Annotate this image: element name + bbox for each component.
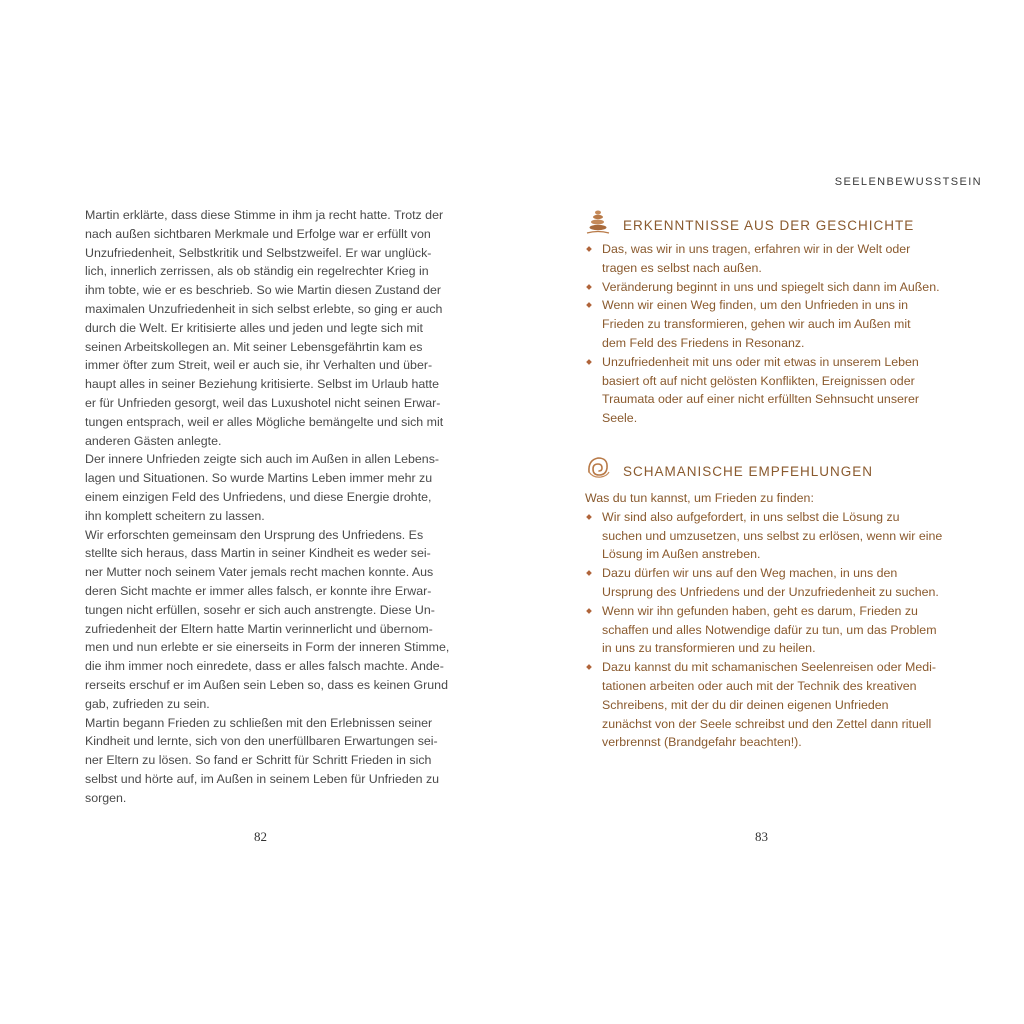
paragraph (85, 206, 444, 450)
recommendations-list (585, 508, 945, 752)
section-title: SCHAMANISCHE EMPFEHLUNGEN (623, 464, 874, 479)
text-line: Unzufriedenheit, Selbstkritik und Selbstzweifel. Er war unglück- (85, 245, 432, 260)
text-line: in uns zu transformieren und zu heilen. (602, 641, 816, 656)
section-header (585, 454, 945, 486)
page-number: 83 (755, 829, 768, 844)
paragraph (85, 450, 439, 525)
text-line: verbrennst (Brandgefahr beachten!). (602, 735, 802, 750)
text-line: lich, innerlich zerrissen, als ob ständig ein regelrechter Krieg in (85, 264, 429, 279)
text-line: men und nun erlebte er sie einerseits in Form der inneren Stimme, (85, 640, 450, 655)
running-head: SEELENBEWUSSTSEIN (834, 176, 982, 188)
text-line: rerseits erschuf er im Außen sein Leben so, dass es keinen Grund (85, 677, 448, 692)
section-title: ERKENNTNISSE AUS DER GESCHICHTE (623, 218, 915, 233)
text-line: Der innere Unfrieden zeigte sich auch im Außen in allen Lebens- (85, 452, 440, 467)
list-item (585, 602, 945, 658)
text-line: zufriedenheit der Eltern hatte Martin verinnerlicht und übernom- (85, 621, 433, 636)
text-line: maximalen Unzufriedenheit in sich selbst erlebte, so ging er auch (85, 301, 443, 316)
text-line: ihm tobte, wie er es beschrieb. So wie Martin diesen Zustand der (85, 283, 442, 298)
text-line: Dazu dürfen wir uns auf den Weg machen, in uns den (602, 566, 898, 581)
recommendations-section (585, 454, 945, 752)
text-line: Wenn wir ihn gefunden haben, geht es darum, Frieden zu (602, 603, 918, 618)
text-line: tungen nicht erfüllen, sosehr er sich auch anstrengte. Diese Un- (85, 602, 435, 617)
text-line: einem einzigen Feld des Unfriedens, und diese Energie drohte, (85, 489, 432, 504)
text-line: nach außen sichtbaren Merkmale und Erfolge war er erfüllt von (85, 226, 431, 241)
diamond-bullet-icon (586, 570, 592, 576)
diamond-bullet-icon (586, 664, 592, 670)
right-page (512, 0, 1024, 1024)
text-line: Traumata oder auf einer nicht erfüllten Sehnsucht unserer (602, 392, 920, 407)
text-line: sorgen. (85, 790, 127, 805)
paragraph (85, 526, 450, 714)
section-intro: Was du tun kannst, um Frieden zu finden: (585, 491, 814, 505)
insights-list (585, 240, 945, 428)
text-line: Kindheit und lernte, sich von den unerfüllbaren Erwartungen sei- (85, 734, 438, 749)
text-line: ihn komplett scheitern zu lassen. (85, 508, 265, 523)
text-line: Veränderung beginnt in uns und spiegelt sich dann im Außen. (602, 279, 940, 294)
section-header (585, 208, 945, 240)
diamond-bullet-icon (586, 608, 592, 614)
diamond-bullet-icon (586, 514, 592, 520)
text-line: Lösung im Außen anstreben. (602, 547, 761, 562)
text-line: Dazu kannst du mit schamanischen Seelenreisen oder Medi- (602, 660, 937, 675)
text-line: die ihm immer noch einredete, dass er alles falsch machte. Ande- (85, 659, 444, 674)
text-line: immer öfter zum Streit, weil er auch sie, ihr Verhalten und über- (85, 358, 433, 373)
text-line: Seele. (602, 411, 638, 426)
text-line: selbst und hörte auf, im Außen in seinem Leben für Unfrieden zu (85, 771, 440, 786)
diamond-bullet-icon (586, 303, 592, 309)
text-line: zunächst von der Seele schreibst und den Zettel dann rituell (602, 716, 932, 731)
text-line: haupt alles in seiner Beziehung kritisierte. Selbst im Urlaub hatte (85, 377, 440, 392)
stacked-stones-icon (585, 208, 611, 236)
list-item (585, 508, 945, 564)
text-line: gab, zufrieden zu sein. (85, 696, 210, 711)
text-line: Martin begann Frieden zu schließen mit den Erlebnissen seiner (85, 715, 433, 730)
diamond-bullet-icon (586, 359, 592, 365)
list-item (585, 296, 945, 352)
text-line: ner Mutter noch seinem Vater jemals recht machen konnte. Aus (85, 565, 434, 580)
text-line: er für Unfrieden gesorgt, weil das Luxushotel nicht seinen Erwar- (85, 395, 441, 410)
text-line: durch die Welt. Er kritisierte alles und jeden und legte sich mit (85, 320, 423, 335)
text-line: Unzufriedenheit mit uns oder mit etwas in unserem Leben (602, 354, 919, 369)
text-line: basiert oft auf nicht gelösten Konflikten, Ereignissen oder (602, 373, 915, 388)
story-text (85, 206, 450, 808)
spiral-shell-icon (585, 454, 611, 482)
text-line: Wenn wir einen Weg finden, um den Unfrieden in uns in (602, 298, 909, 313)
text-line: Das, was wir in uns tragen, erfahren wir in der Welt oder (602, 242, 911, 256)
text-line: Frieden zu transformieren, gehen wir auch im Außen mit (602, 317, 911, 332)
text-line: tationen arbeiten oder auch mit der Technik des kreativen (602, 678, 917, 693)
text-line: tungen entsprach, weil er alles Mögliche bemängelte und sich mit (85, 414, 444, 429)
text-line: suchen und umzusetzen, uns selbst zu erlösen, wenn wir eine (602, 528, 943, 543)
list-item (585, 278, 945, 297)
text-line: lagen und Situationen. So wurde Martins Leben immer mehr zu (85, 471, 433, 486)
text-line: deren Sicht machte er immer alles falsch, er konnte ihre Erwar- (85, 583, 432, 598)
text-line: dem Feld des Friedens in Resonanz. (602, 335, 805, 350)
text-line: Ursprung des Unfriedens und der Unzufriedenheit zu suchen. (602, 584, 939, 599)
text-line: schaffen und alles Notwendige dafür zu tun, um das Problem (602, 622, 937, 637)
page-number: 82 (254, 829, 267, 844)
diamond-bullet-icon (586, 284, 592, 290)
list-item (585, 658, 945, 752)
insights-section (585, 208, 945, 428)
text-line: Wir erforschten gemeinsam den Ursprung des Unfriedens. Es (85, 527, 424, 542)
diamond-bullet-icon (586, 246, 592, 252)
text-line: tragen es selbst nach außen. (602, 260, 762, 275)
text-line: ner Eltern zu lösen. So fand er Schritt für Schritt Frieden in sich (85, 753, 432, 768)
list-item (585, 240, 945, 278)
paragraph (85, 714, 439, 808)
list-item (585, 353, 945, 428)
text-line: seinen Arbeitskollegen an. Mit seiner Lebensgefährtin kam es (85, 339, 423, 354)
text-line: anderen Gästen anlegte. (85, 433, 222, 448)
text-line: stellte sich heraus, dass Martin in seiner Kindheit es weder sei- (85, 546, 431, 561)
text-line: Schreibens, mit der du dir deinen eigenen Unfrieden (602, 697, 889, 712)
list-item (585, 564, 945, 602)
text-line: Martin erklärte, dass diese Stimme in ihm ja recht hatte. Trotz der (85, 208, 444, 222)
text-line: Wir sind also aufgefordert, in uns selbst die Lösung zu (602, 509, 900, 524)
